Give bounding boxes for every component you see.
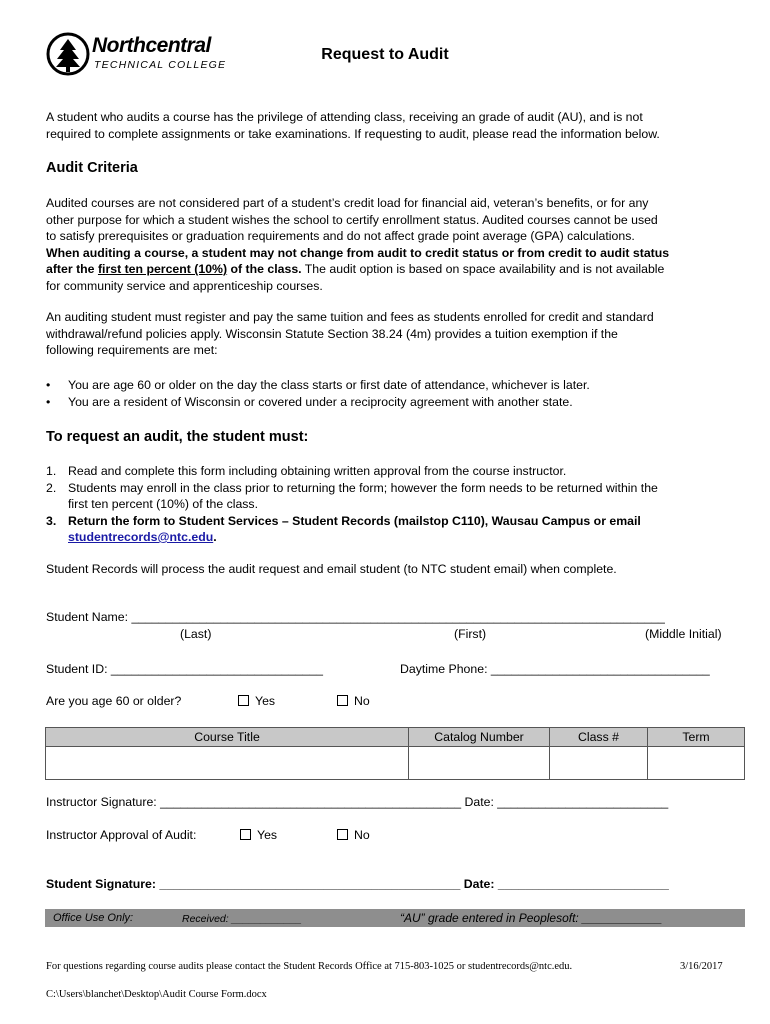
criteria-bold-underlined: first ten percent (10%): [97, 262, 228, 276]
table-row: [46, 747, 745, 780]
audit-criteria-heading: Audit Criteria: [46, 160, 138, 176]
office-use-bar: [45, 909, 745, 927]
no-label: No: [354, 828, 370, 842]
approval-no-checkbox[interactable]: [337, 828, 370, 842]
criteria-bold-suffix: of the class.: [227, 262, 302, 276]
age-question-label: Are you age 60 or older?: [46, 694, 182, 708]
course-title-cell[interactable]: [46, 747, 409, 780]
table-header-row: [46, 728, 745, 747]
checkbox-icon: [240, 829, 251, 840]
column-header: Class #: [550, 728, 648, 747]
audit-criteria-paragraph: [46, 195, 746, 294]
criteria-line: for community service and apprenticeship courses.: [46, 278, 323, 293]
received-field: Received: ____________: [182, 913, 302, 925]
student-name-field[interactable]: Student Name: ______________________________________________________________________________: [46, 610, 665, 624]
criteria-line: other purpose for which a student wishes the school to certify enrollment status. Audited courses cannot be used: [46, 212, 658, 227]
intro-paragraph: [46, 109, 746, 142]
no-label: No: [354, 694, 370, 708]
footer-date: 3/16/2017: [680, 961, 723, 972]
step-text: Return the form to Student Services – Student Records (mailstop C110), Wausau Campus or email: [68, 513, 641, 528]
step-text: Read and complete this form including obtaining written approval from the course instructor.: [68, 464, 567, 478]
au-grade-field: “AU” grade entered in Peoplesoft: ____________: [400, 911, 663, 925]
step-text: first ten percent (10%) of the class.: [68, 497, 259, 511]
process-note: Student Records will process the audit request and email student (to NTC student email) when complete.: [46, 562, 617, 576]
student-signature-field[interactable]: Student Signature: ____________________________________________ Date: _________________________: [46, 877, 669, 891]
last-name-label: (Last): [180, 627, 212, 641]
student-records-email-link[interactable]: studentrecords@ntc.edu: [68, 530, 214, 544]
step-number: 1.: [46, 464, 57, 478]
criteria-line: Audited courses are not considered part of a student’s credit load for financial aid, veteran’s benefits, or for any: [46, 196, 649, 210]
list-item: [46, 377, 746, 394]
checkbox-icon: [337, 829, 348, 840]
tuition-paragraph: [46, 309, 746, 359]
tuition-line: withdrawal/refund policies apply. Wisconsin Statute Section 38.24 (4m) provides a tuition exemption if the: [46, 326, 618, 341]
checkbox-icon: [337, 695, 348, 706]
list-item: [46, 463, 746, 480]
step-end: .: [213, 530, 217, 544]
logo-subtitle: TECHNICAL COLLEGE: [94, 59, 227, 71]
bullet-text: You are a resident of Wisconsin or covered under a reciprocity agreement with another state.: [68, 395, 573, 409]
step-number: 3.: [46, 513, 57, 528]
first-name-label: (First): [454, 627, 487, 641]
footer-file-path: C:\Users\blanchet\Desktop\Audit Course Form.docx: [46, 989, 267, 1000]
age-no-checkbox[interactable]: [337, 694, 370, 708]
instructor-approval-label: Instructor Approval of Audit:: [46, 828, 197, 842]
request-steps: [46, 463, 746, 546]
age-yes-checkbox[interactable]: [238, 694, 275, 708]
yes-label: Yes: [255, 694, 276, 708]
bullet-text: You are age 60 or older on the day the class starts or first date of attendance, whichever is later.: [68, 378, 590, 392]
column-header: Course Title: [46, 728, 409, 747]
course-table: [45, 727, 745, 780]
student-id-field[interactable]: Student ID: _______________________________: [46, 662, 323, 676]
criteria-bold-prefix: after the: [46, 262, 98, 276]
approval-yes-checkbox[interactable]: [240, 828, 277, 842]
requirements-list: [46, 377, 746, 411]
class-number-cell[interactable]: [550, 747, 648, 780]
office-use-label: Office Use Only:: [53, 912, 134, 924]
page-title: Request to Audit: [321, 46, 449, 63]
list-item: [46, 480, 746, 513]
daytime-phone-field[interactable]: Daytime Phone: ________________________________: [400, 662, 710, 676]
column-header: Term: [648, 728, 745, 747]
bullet-icon: •: [46, 395, 51, 409]
checkbox-icon: [238, 695, 249, 706]
instructor-signature-field[interactable]: Instructor Signature: ____________________________________________ Date: _________________________: [46, 795, 669, 809]
list-item: [46, 394, 746, 411]
catalog-number-cell[interactable]: [409, 747, 550, 780]
logo-name: Northcentral: [92, 34, 211, 57]
step-number: 2.: [46, 480, 57, 495]
criteria-line: to satisfy prerequisites or graduation requirements and do not affect grade point average (GPA) calculations.: [46, 229, 635, 243]
list-item: [46, 513, 746, 546]
tuition-line: An auditing student must register and pay the same tuition and fees as students enrolled for credit and standard: [46, 310, 654, 324]
term-cell[interactable]: [648, 747, 745, 780]
request-heading: To request an audit, the student must:: [46, 429, 309, 445]
tuition-line: following requirements are met:: [46, 343, 218, 357]
intro-line: A student who audits a course has the privilege of attending class, receiving an grade of audit (AU), and is not: [46, 110, 643, 124]
criteria-bold-line: When auditing a course, a student may not change from audit to credit status or from credit to audit status: [46, 245, 670, 260]
middle-initial-label: (Middle Initial): [645, 627, 722, 641]
yes-label: Yes: [257, 828, 278, 842]
bullet-icon: •: [46, 378, 51, 392]
intro-line: required to complete assignments or take examinations. If requesting to audit, please read the information below.: [46, 126, 660, 141]
footer-contact: For questions regarding course audits please contact the Student Records Office at 715-803-1025 or studentrecords@ntc.edu.: [46, 961, 573, 972]
step-text: Students may enroll in the class prior to returning the form; however the form needs to be returned within the: [68, 480, 658, 495]
criteria-normal-rest: The audit option is based on space availability and is not available: [301, 262, 665, 276]
column-header: Catalog Number: [409, 728, 550, 747]
